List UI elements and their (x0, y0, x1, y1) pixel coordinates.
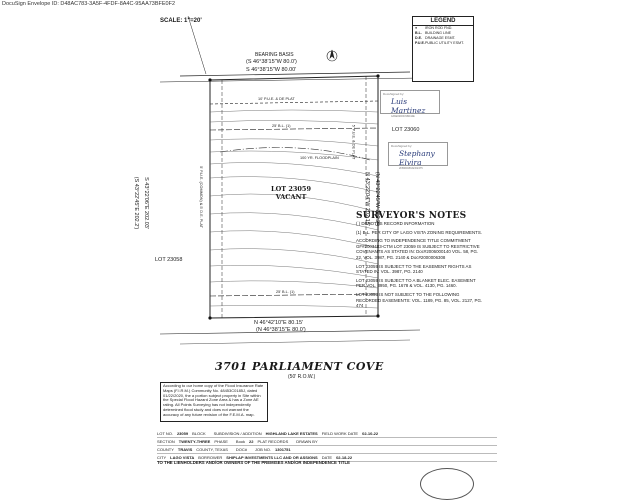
side-easement-west: 5' P.U.E. (COMMON) & 5' D.E. PLAT (198, 166, 203, 228)
floodplain-label: 100 YR. FLOODPLAIN (300, 156, 339, 160)
road-edge-north-2 (160, 78, 420, 82)
scale-label: SCALE: 1"=20' (160, 18, 202, 24)
vacant-label: VACANT (275, 193, 307, 201)
certification-footer: TO THE LIENHOLDERS AND/OR OWNERS OF THE PREMISES AND/OR INDEPENDENCE TITLE (157, 460, 350, 465)
title-block (157, 430, 497, 462)
bearing-north-record: (S 46°38'15"W 80.0') (246, 59, 297, 65)
north-arrow-icon (327, 50, 337, 61)
row-label: (50' R.O.W.) (288, 374, 316, 380)
surveyor-seal (420, 468, 474, 500)
side-easement-east: 5' P.U.E. & DE PLAT (351, 124, 356, 160)
signature: Stephany Elvira (399, 149, 435, 167)
bearing-north-measured: S 46°38'15"W 80.00' (246, 67, 297, 73)
legend-row: D.E. DRAINAGE ESMT. (415, 36, 456, 40)
bearing-west-measured: S 43°22'06"E 202.03' (142, 177, 149, 229)
bearing-east-measured: N 43°22'04"W 202.15' (363, 172, 370, 226)
legend-title: LEGEND (413, 17, 473, 26)
table-row: CITY LAGO VISTA BORROWER SHIPLAP INVESTMENTS LLC AND OR ASSIGNS DATE 02-18-22 (157, 454, 497, 462)
bearing-basis-label: BEARING BASIS (255, 52, 294, 58)
note-item: (1) B.L. PER CITY OF LAGO VISTA ZONING REQUIREMENTS. (356, 229, 482, 235)
note-item: ( ) DENOTES RECORD INFORMATION (356, 221, 435, 226)
floodplain-line (220, 148, 370, 161)
bearing-west-record: (S 43°22'45"E 202.2') (133, 176, 140, 230)
bearing-east-record: (N 43°22'45"W 202.2') (374, 171, 381, 227)
signature-stamp-2[interactable]: DocuSigned by: Stephany Elvira 2FB0D1B6AFD2475 (388, 142, 448, 166)
legend-row: ● IRON ROD FND. (415, 26, 453, 30)
bearing-south-record: (N 46°38'15"E 80.0') (256, 327, 306, 333)
legend-row: B.L. BUILDING LINE (415, 31, 451, 35)
legend-box (412, 16, 474, 82)
note-item: LOT 23059 IS SUBJECT TO A BLANKET ELEC. EASEMENT PER VOL. 3950, PG. 1678 & VOL. 4130, PG. 1460. (356, 277, 476, 289)
surveyors-notes (356, 211, 484, 312)
signature-stamp-1[interactable]: DocuSigned by: Luis Martinez 4A6E02D0C96D44E (380, 90, 440, 114)
note-item: LOT 23059 IS SUBJECT TO THE EASEMENT RIGHTS AS STATED IN: VOL. 3987, PG. 2140 (356, 263, 472, 275)
lot-w-label: LOT 23058 (155, 257, 183, 263)
table-row: LOT NO. 23059 BLOCK SUBDIVISION / ADDITION HIGHLAND LAKE ESTATES FIELD WORK DATE 02-10-22 (157, 430, 497, 438)
bl-top-label: 25' B.L. (1) (272, 124, 291, 128)
lot-ne-label: LOT 23060 (392, 127, 420, 133)
legend-row: P.U.E. PUBLIC UTILITY ESMT. (415, 41, 464, 45)
lot-number: LOT 23059 (271, 185, 311, 193)
pue-top-label: 10' P.U.E. & DE PLAT (258, 97, 295, 101)
street-name: 3701 PARLIAMENT COVE (215, 360, 384, 373)
notes-title: SURVEYOR'S NOTES (356, 211, 467, 221)
note-item: ACCORDING TO INDEPENDENCE TITLE COMMITMENT GF#2003483-CTM LOT 23059 IS SUBJECT TO RESTRICTIVE COVENANTS AS STATED IN: Doc#2006000140 VOL. 58, PG. 22, VOL. 3987, PG. 2140 & Doc#2000006308 (356, 238, 480, 260)
road-edge-south-2 (180, 340, 410, 344)
table-row: SECTION TWENTY-THREE PHASE Book 22 PLAT RECORDS DRAWN BY (157, 438, 497, 446)
building-line-rear (210, 294, 378, 296)
envelope-id: DocuSign Envelope ID: D48AC783-3A5F-4FDF-8A4C-95AA73BFE0F2 (2, 1, 176, 7)
pue-line (210, 101, 378, 104)
note-item: LOT 23059 IS NOT SUBJECT TO THE FOLLOWING RECORDED EASEMENTS: VOL. 1189, PG. 85, VOL. 2127, PG. 474 (356, 291, 483, 309)
bearing-south-measured: N 46°42'10"E 80.15' (254, 320, 304, 326)
table-row: COUNTY TRAVIS COUNTY, TEXAS DOC# JOB NO. 1301751 (157, 446, 497, 454)
bl-bottom-label: 25' B.L. (1) (276, 290, 295, 294)
flood-note: According to our home copy of the Flood Insurance Rate Maps (F.I.R.M.) Community No. 48453C0185J, dated 01/22/2020, the a portion subject property in Site within the Special Flood Hazard Zone Area & has a Zone AE rating. All Points Surveying has not independently determined flood study and does not warrant the accuracy of any future revision of the F.E.M.A. map. (160, 382, 268, 422)
fence-line (188, 16, 206, 74)
lot-label (264, 185, 318, 201)
signature: Luis Martinez (391, 97, 426, 115)
